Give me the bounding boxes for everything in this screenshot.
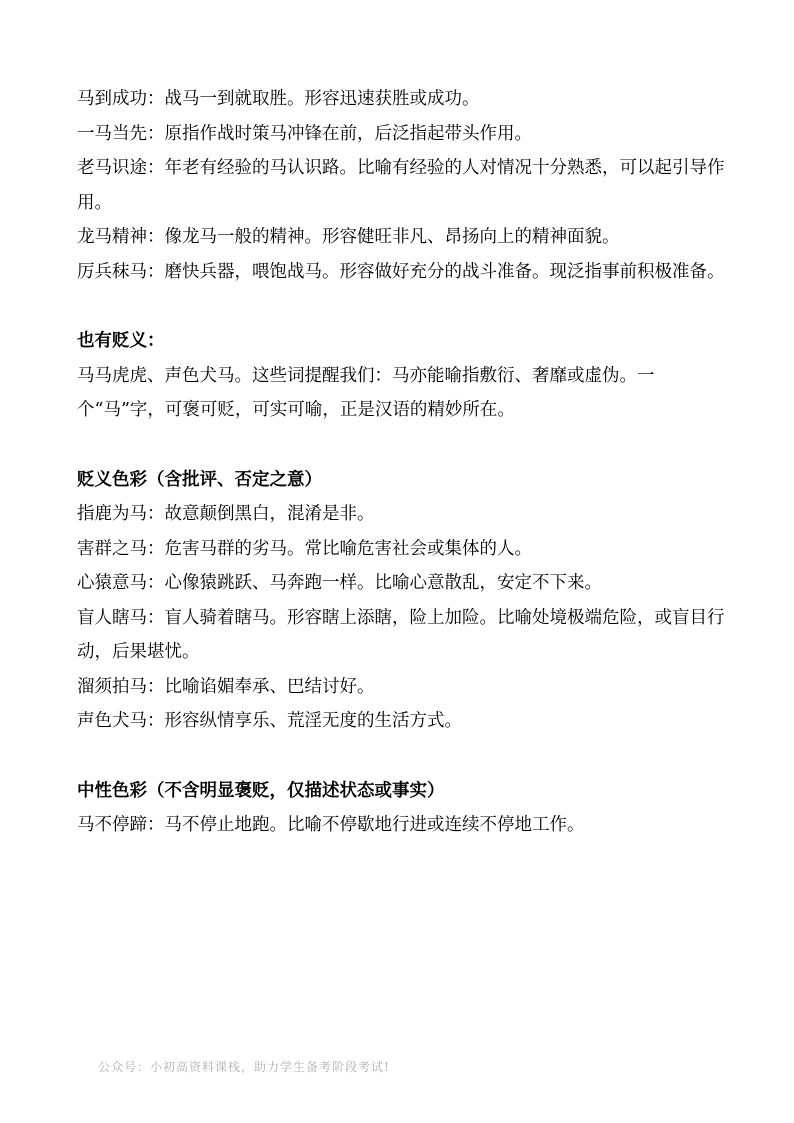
entry-definition: 心像猿跳跃、马奔跑一样。比喻心意散乱，安定不下来。 (164, 573, 602, 593)
entry-mang-ren-xia-ma (77, 601, 727, 670)
entry-zhi-lu-wei-ma (77, 497, 727, 532)
entry-separator: ： (147, 89, 165, 109)
entry-term: 盲人瞎马 (77, 607, 147, 628)
footer-watermark: 公众号：小初高资料课栈，助力学生备考阶段考试! (98, 1060, 390, 1074)
entry-definition: 年老有经验的马认识路。比喻有经验的人对情况十分熟悉，可以起引导作用。 (77, 158, 725, 213)
entry-separator: ： (147, 123, 165, 144)
entry-ma-dao-cheng-gong (77, 82, 727, 117)
entry-definition: 危害马群的劣马。常比喻危害社会或集体的人。 (164, 538, 532, 559)
entry-term: 厉兵秣马 (77, 261, 147, 282)
entry-term: 溜须拍马 (77, 676, 147, 697)
entry-hai-qun-zhi-ma (77, 532, 727, 567)
neutral-section-heading: 中性色彩（不含明显褒贬，仅描述状态或事实） (77, 780, 445, 801)
entry-term: 龙马精神 (77, 227, 147, 247)
entry-term: 一马当先 (77, 123, 147, 144)
entry-definition: 马不停止地跑。比喻不停歇地行进或连续不停地工作。 (164, 815, 585, 835)
entry-long-ma-jing-shen (77, 220, 727, 255)
entry-definition: 盲人骑着瞎马。形容瞎上添瞎，险上加险。比喻处境极端危险，或盲目行动，后果堪忧。 (77, 607, 725, 662)
entry-term: 老马识途 (77, 158, 147, 178)
entry-term: 马不停蹄 (77, 815, 147, 835)
entry-sheng-se-quan-ma (77, 704, 727, 739)
entry-separator: ： (147, 261, 165, 282)
entry-liu-xu-pai-ma (77, 670, 727, 705)
entry-term: 害群之马 (77, 538, 147, 559)
entry-separator: ： (147, 504, 165, 524)
derogatory-section-heading: 贬义色彩（含批评、否定之意） (77, 469, 322, 490)
section-gap (77, 428, 727, 463)
entry-definition: 战马一到就取胜。形容迅速获胜或成功。 (164, 89, 480, 109)
entry-separator: ： (147, 676, 165, 697)
entry-ma-bu-ting-ti (77, 808, 727, 843)
entry-term: 心猿意马 (77, 573, 147, 593)
entry-lao-ma-shi-tu (77, 151, 727, 220)
entry-separator: ： (147, 158, 165, 178)
entry-li-bing-mo-ma (77, 255, 727, 290)
entry-definition: 像龙马一般的精神。形容健旺非凡、昂扬向上的精神面貌。 (164, 227, 620, 247)
derogatory-intro-text: 马马虎虎、声色犬马。这些词提醒我们：马亦能喻指敷衍、奢靡或虚伪。一个“马”字，可褒可贬，可实可喻，正是汉语的精妙所在。 (77, 365, 655, 420)
entry-term: 指鹿为马 (77, 504, 147, 524)
entry-definition: 原指作战时策马冲锋在前，后泛指起带头作用。 (164, 123, 532, 144)
entry-definition: 故意颠倒黑白，混淆是非。 (164, 504, 375, 524)
entry-yi-ma-dang-xian (77, 117, 727, 152)
entry-term: 马到成功 (77, 89, 147, 109)
document-body (77, 82, 727, 843)
entry-separator: ： (147, 573, 165, 593)
entry-separator: ： (147, 538, 165, 559)
entry-separator: ： (147, 607, 165, 628)
derogatory-intro-heading: 也有贬义： (77, 331, 165, 351)
entry-separator: ： (147, 227, 165, 247)
section-gap (77, 739, 727, 774)
entry-separator: ： (147, 711, 165, 731)
entry-xin-yuan-yi-ma (77, 566, 727, 601)
entry-definition: 磨快兵器，喂饱战马。形容做好充分的战斗准备。现泛指事前积极准备。 (164, 261, 725, 282)
section-gap (77, 289, 727, 324)
entry-definition: 形容纵情享乐、荒淫无度的生活方式。 (164, 711, 462, 731)
entry-term: 声色犬马 (77, 711, 147, 731)
entry-definition: 比喻谄媚奉承、巴结讨好。 (164, 676, 375, 697)
entry-separator: ： (147, 815, 165, 835)
